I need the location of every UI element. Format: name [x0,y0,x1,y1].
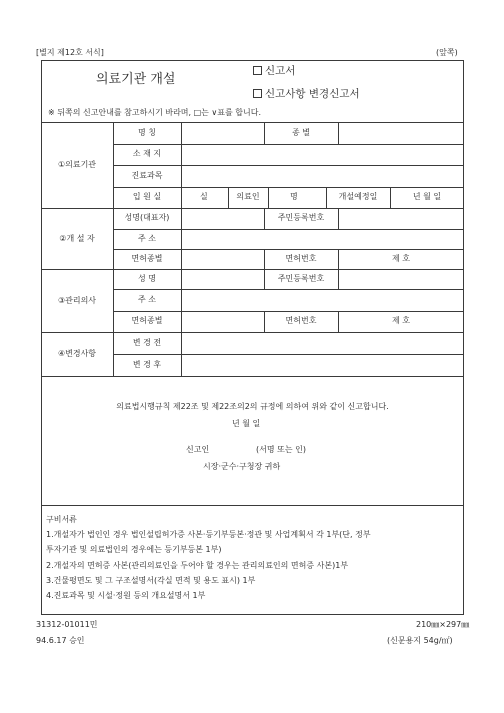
section-change-label: ④변경사항 [57,349,97,358]
document-item: 2.개설자의 면허증 사본(관리의료인을 두어야 할 경우는 관리의료인의 면허증 사본)1부 [46,561,349,570]
change-before-field[interactable] [182,333,463,353]
form-title: 의료기관 개설 [96,72,176,87]
checkbox-report[interactable]: 신고서 [253,64,295,78]
recipient: 시장·군수·구청장 귀하 [203,462,281,471]
paper-size: 210㎜×297㎜ [416,620,470,629]
manager-license-type-label: 면허종별 [131,316,163,325]
section-facility-label: ①의료기관 [57,160,97,169]
section-manager-label: ③관리의사 [57,296,97,305]
person-unit: 명 [290,192,298,201]
founder-license-no-label: 면허번호 [285,254,317,263]
room-unit: 실 [200,192,208,201]
facility-departments-field[interactable] [182,166,463,186]
checkbox-change-report[interactable]: 신고사항 변경신고서 [253,87,360,101]
declaration-text: 의료법시행규칙 제22조 및 제22조의2의 규정에 의하여 위와 같이 신고합니다. [116,402,389,411]
checkbox-icon[interactable] [253,89,262,98]
founder-name-label: 성명(대표자) [124,213,170,222]
founder-name-field[interactable] [182,209,263,228]
document-item: 1.개설자가 법인인 경우 법인설립허가증 사본·등기부등본·정관 및 사업계획서 각 1부(단, 정부 [46,530,371,539]
founder-license-type-label: 면허종별 [131,254,163,263]
facility-address-field[interactable] [182,145,463,164]
founder-address-label: 주 소 [138,234,156,243]
manager-license-no-field[interactable]: 제 호 [392,316,410,325]
documents-heading: 구비서류 [46,515,77,524]
facility-type-label: 종 별 [292,128,310,137]
section-founder-label: ②개 설 자 [59,234,95,243]
founder-address-field[interactable] [182,230,463,248]
open-date-field[interactable]: 년 월 일 [412,192,442,201]
facility-name-label: 명 칭 [138,128,156,137]
change-after-field[interactable] [182,355,463,375]
facility-type-field[interactable] [339,123,463,143]
open-date-label: 개설예정일 [338,192,378,201]
approval-date: 94.6.17 승인 [36,636,85,645]
reporter-label: 신고인 [186,445,210,454]
declaration-date[interactable]: 년 월 일 [232,419,261,428]
facility-departments-label: 진료과목 [131,171,163,180]
notice-text: ※ 뒤쪽의 신고안내를 참고하시기 바라며, □는 ∨표를 합니다. [48,108,262,117]
document-item: 3.건물평면도 및 그 구조설명서(각실 면적 및 용도 표시) 1부 [46,576,256,585]
manager-address-field[interactable] [182,290,463,310]
doctor-count-label: 의료인 [236,192,260,201]
founder-license-no-field[interactable]: 제 호 [392,254,410,263]
change-after-label: 변 경 후 [132,360,162,369]
checkbox-icon[interactable] [253,66,262,75]
form-code: 31312-01011민 [36,620,98,629]
facility-address-label: 소 재 지 [132,149,162,158]
document-item: 투자기관 및 의료법인의 경우에는 등기부등본 1부) [46,545,222,554]
manager-address-label: 주 소 [138,295,156,304]
founder-rrn-field[interactable] [339,209,463,228]
inpatient-rooms-label: 입 원 실 [132,192,162,201]
manager-license-no-label: 면허번호 [285,316,317,325]
founder-license-type-field[interactable] [182,250,263,268]
manager-license-type-field[interactable] [182,312,263,331]
signature-field[interactable]: (서명 또는 인) [256,445,306,454]
founder-rrn-label: 주민등록번호 [277,213,325,222]
manager-rrn-field[interactable] [339,270,463,288]
paper-type: (신문용지 54g/㎡) [387,636,453,645]
facility-name-field[interactable] [182,123,263,143]
form-number: [별지 제12호 서식] [36,48,104,57]
manager-rrn-label: 주민등록번호 [277,274,325,283]
document-item: 4.진료과목 및 시설·정원 등의 개요설명서 1부 [46,591,206,600]
page-side: (앞쪽) [436,48,458,57]
manager-name-field[interactable] [182,270,263,288]
manager-name-label: 성 명 [138,274,156,283]
change-before-label: 변 경 전 [132,338,162,347]
